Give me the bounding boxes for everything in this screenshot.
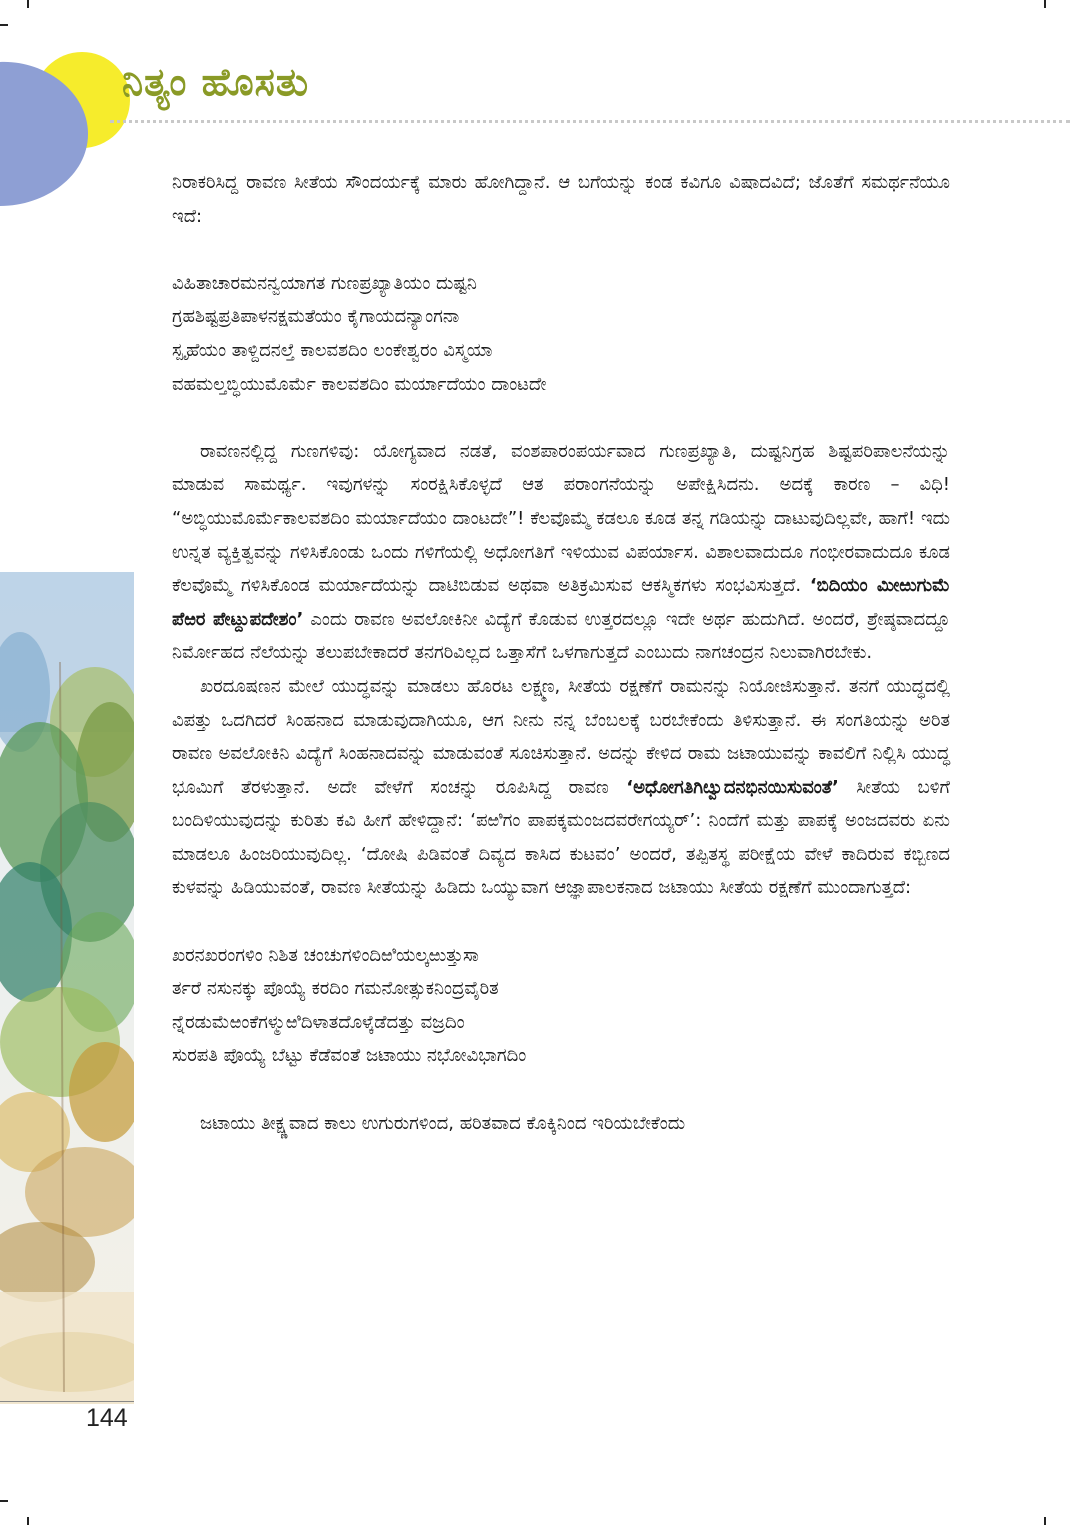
paragraph: [172, 670, 950, 905]
paragraph-text: ಖರದೂಷಣನ ಮೇಲೆ ಯುದ್ಧವನ್ನು ಮಾಡಲು ಹೊರಟ ಲಕ್ಷ್ಮಣ, ಸೀತೆಯ ರಕ್ಷಣೆಗೆ ರಾಮನನ್ನು ನಿಯೋಜಿಸುತ್ತಾನೆ. ತನಗೆ ಯುದ್ಧದಲ್ಲಿ ವಿಪತ್ತು ಒದಗಿದರೆ ಸಿಂಹನಾದ ಮಾಡುವುದಾಗಿಯೂ, ಆಗ ನೀನು ನನ್ನ ಬೆಂಬಲಕ್ಕೆ ಬರಬೇಕೆಂದು ತಿಳಿಸುತ್ತಾನೆ. ಈ ಸಂಗತಿಯನ್ನು ಅರಿತ ರಾವಣ ಅವಲೋಕಿನಿ ವಿದ್ಯೆಗೆ ಸಿಂಹನಾದವನ್ನು ಮಾಡುವಂತೆ ಸೂಚಿಸುತ್ತಾನೆ. ಅದನ್ನು ಕೇಳಿದ ರಾಮ ಜಟಾಯುವನ್ನು ಕಾವಲಿಗೆ ನಿಲ್ಲಿಸಿ ಯುದ್ಧ ಭೂಮಿಗೆ ತೆರಳುತ್ತಾನೆ. ಅದೇ ವೇಳೆಗೆ ಸಂಚನ್ನು ರೂಪಿಸಿದ್ದ ರಾವಣ: [172, 675, 950, 798]
crop-mark: [1044, 0, 1046, 8]
verse-line: ವಹಮಲ್ತಬ್ಧಿಯುಮೊರ್ಮೆ ಕಾಲವಶದಿಂ ಮರ್ಯಾದೆಯಂ ದಾಂಟದೇ: [172, 373, 547, 395]
bold-quote: ‘ಬಿದಿಯಂ ಮೀಱುಗುಮೆ ಪೆಱರ ಪೇಟ್ದುಪದೇಶಂ’: [172, 575, 950, 630]
paragraph-text: ಎಂದು ರಾವಣ ಅವಲೋಕಿನೀ ವಿದ್ಯೆಗೆ ಕೊಡುವ ಉತ್ತರದಲ್ಲೂ ಇದೇ ಅರ್ಥ ಹುದುಗಿದೆ. ಅಂದರೆ, ಶ್ರೇಷ್ಠವಾದದ್ದೂ ನಿರ್ಮೋಹದ ನೆಲೆಯನ್ನು ತಲುಪಬೇಕಾದರೆ ತನಗರಿವಿಲ್ಲದ ಒತ್ತಾಸೆಗೆ ಒಳಗಾಗುತ್ತದೆ ಎಂಬುದು ನಾಗಚಂದ್ರನ ನಿಲುವಾಗಿರಬೇಕು.: [172, 608, 950, 664]
crop-mark: [27, 1517, 29, 1525]
paragraph-text: ಸೀತೆಯ ಬಳಿಗೆ ಬಂದಿಳಿಯುವುದನ್ನು ಕುರಿತು ಕವಿ ಹೀಗೆ ಹೇಳಿದ್ದಾನೆ: ‘ಪಱಿಗಂ ಪಾಪಕ್ಕಮಂಜದವರೇಗಯ್ಯರ್’: ನಿಂದೆಗೆ ಮತ್ತು ಪಾಪಕ್ಕೆ ಅಂಜದವರು ಏನು ಮಾಡಲೂ ಹಿಂಜರಿಯುವುದಿಲ್ಲ. ‘ದೋಷಿ ಪಿಡಿವಂತೆ ದಿವ್ಯದ ಕಾಸಿದ ಕುಟವಂ’ ಅಂದರೆ, ತಪ್ಪಿತಸ್ಥ ಪರೀಕ್ಷೆಯ ವೇಳೆ ಕಾದಿರುವ ಕಬ್ಬಿಣದ ಕುಳವನ್ನು ಹಿಡಿಯುವಂತೆ, ರಾವಣ ಸೀತೆಯನ್ನು ಹಿಡಿದು ಒಯ್ಯುವಾಗ ಆಜ್ಞಾಪಾಲಕನಾದ ಜಟಾಯು ಸೀತೆಯ ರಕ್ಷಣೆಗೆ ಮುಂದಾಗುತ್ತದೆ:: [172, 776, 950, 899]
spacer: [172, 233, 950, 267]
verse-line: ನ್ನೆರಡುಮೆಱಂಕೆಗಳ್ಮುಱಿದಿಳಾತದೊಳ್ಕೆಡೆದತ್ತು ವಜ್ರದಿಂ: [172, 1011, 465, 1033]
watercolor-landscape-illustration: [0, 572, 134, 1404]
verse-line: ಖರನಖರಂಗಳಿಂ ನಿಶಿತ ಚಂಚುಗಳಿಂದಿಱಿಯಲ್ಕಱುತ್ತುಸಾ: [172, 944, 479, 966]
main-text: [172, 166, 950, 1140]
crop-mark: [0, 1500, 8, 1502]
verse-block: [172, 939, 950, 1073]
page-number: 144: [86, 1404, 128, 1432]
page-number-rule: [0, 1401, 134, 1402]
spacer: [172, 1073, 950, 1107]
crop-mark: [1044, 1517, 1046, 1525]
spacer: [172, 401, 950, 435]
spacer: [172, 905, 950, 939]
paragraph: ಜಟಾಯು ತೀಕ್ಷ್ಣವಾದ ಕಾಲು ಉಗುರುಗಳಿಂದ, ಹರಿತವಾದ ಕೊಕ್ಕಿನಿಂದ ಇರಿಯಬೇಕೆಂದು: [200, 1112, 686, 1134]
section-title: ನಿತ್ಯಂ ಹೊಸತು: [122, 60, 310, 104]
verse-line: ಗ್ರಹಶಿಷ್ಟಪ್ರತಿಪಾಳನಕ್ಷಮತೆಯಂ ಕೈಗಾಯದನ್ಯಾಂಗನಾ: [172, 306, 460, 328]
verse-line: ಸುರಪತಿ ಪೊಯ್ಯೆ ಬೆಟ್ಟು ಕೆಡೆವಂತೆ ಜಟಾಯು ನಭೋವಿಭಾಗದಿಂ: [172, 1045, 527, 1067]
header-dotted-rule: [110, 120, 1070, 123]
header-circles-decoration: [0, 0, 200, 210]
paragraph: ನಿರಾಕರಿಸಿದ್ದ ರಾವಣ ಸೀತೆಯ ಸೌಂದರ್ಯಕ್ಕೆ ಮಾರು ಹೋಗಿದ್ದಾನೆ. ಆ ಬಗೆಯನ್ನು ಕಂಡ ಕವಿಗೂ ವಿಷಾದವಿದೆ; ಜೊತೆಗೆ ಸಮರ್ಥನೆಯೂ ಇದೆ:: [172, 172, 950, 227]
paragraph-text: ರಾವಣನಲ್ಲಿದ್ದ ಗುಣಗಳಿವು: ಯೋಗ್ಯವಾದ ನಡತೆ, ವಂಶಪಾರಂಪರ್ಯವಾದ ಗುಣಪ್ರಖ್ಯಾತಿ, ದುಷ್ಟನಿಗ್ರಹ ಶಿಷ್ಟಪರಿಪಾಲನೆಯನ್ನು ಮಾಡುವ ಸಾಮರ್ಥ್ಯ. ಇವುಗಳನ್ನು ಸಂರಕ್ಷಿಸಿಕೊಳ್ಳದೆ ಆತ ಪರಾಂಗನೆಯನ್ನು ಅಪೇಕ್ಷಿಸಿದನು. ಅದಕ್ಕೆ ಕಾರಣ – ವಿಧಿ! “ಅಬ್ಧಿಯುಮೊರ್ಮೆಕಾಲವಶದಿಂ ಮರ್ಯಾದೆಯಂ ದಾಂಟದೇ”! ಕೆಲವೊಮ್ಮೆ ಕಡಲೂ ಕೂಡ ತನ್ನ ಗಡಿಯನ್ನು ದಾಟುವುದಿಲ್ಲವೇ, ಹಾಗೆ! ಇದು ಉನ್ನತ ವ್ಯಕ್ತಿತ್ವವನ್ನು ಗಳಿಸಿಕೊಂಡು ಒಂದು ಗಳಿಗೆಯಲ್ಲಿ ಅಧೋಗತಿಗೆ ಇಳಿಯುವ ವಿಪರ್ಯಾಸ. ವಿಶಾಲವಾದುದೂ ಗಂಭೀರವಾದುದೂ ಕೂಡ ಕೆಲವೊಮ್ಮೆ ಗಳಿಸಿಕೊಂಡ ಮರ್ಯಾದೆಯನ್ನು ದಾಟಿಬಿಡುವ ಅಥವಾ ಅತಿಕ್ರಮಿಸುವ ಆಕಸ್ಮಿಕಗಳು ಸಂಭವಿಸುತ್ತದೆ.: [172, 440, 950, 597]
bold-quote: ‘ಅಧೋಗತಿಗಿೞ್ವುದನಭಿನಯಿಸುವಂತೆ’: [626, 776, 839, 798]
verse-line: ವಿಹಿತಾಚಾರಮನನ್ವಯಾಗತ ಗುಣಪ್ರಖ್ಯಾತಿಯಂ ದುಷ್ಟನಿ: [172, 272, 477, 294]
verse-block: [172, 267, 950, 401]
verse-line: ರ್ತರೆ ನಸುನಕ್ಕು ಪೊಯ್ಯೆ ಕರದಿಂ ಗಮನೋತ್ಸುಕನಿಂದ್ರವೈರಿತ: [172, 978, 499, 1000]
paragraph: [172, 435, 950, 670]
verse-line: ಸ್ಪೃಹೆಯಂ ತಾಳ್ದಿದನಲ್ತೆ ಕಾಲವಶದಿಂ ಲಂಕೇಶ್ವರಂ ವಿಸ್ಮಯಾ: [172, 339, 493, 361]
